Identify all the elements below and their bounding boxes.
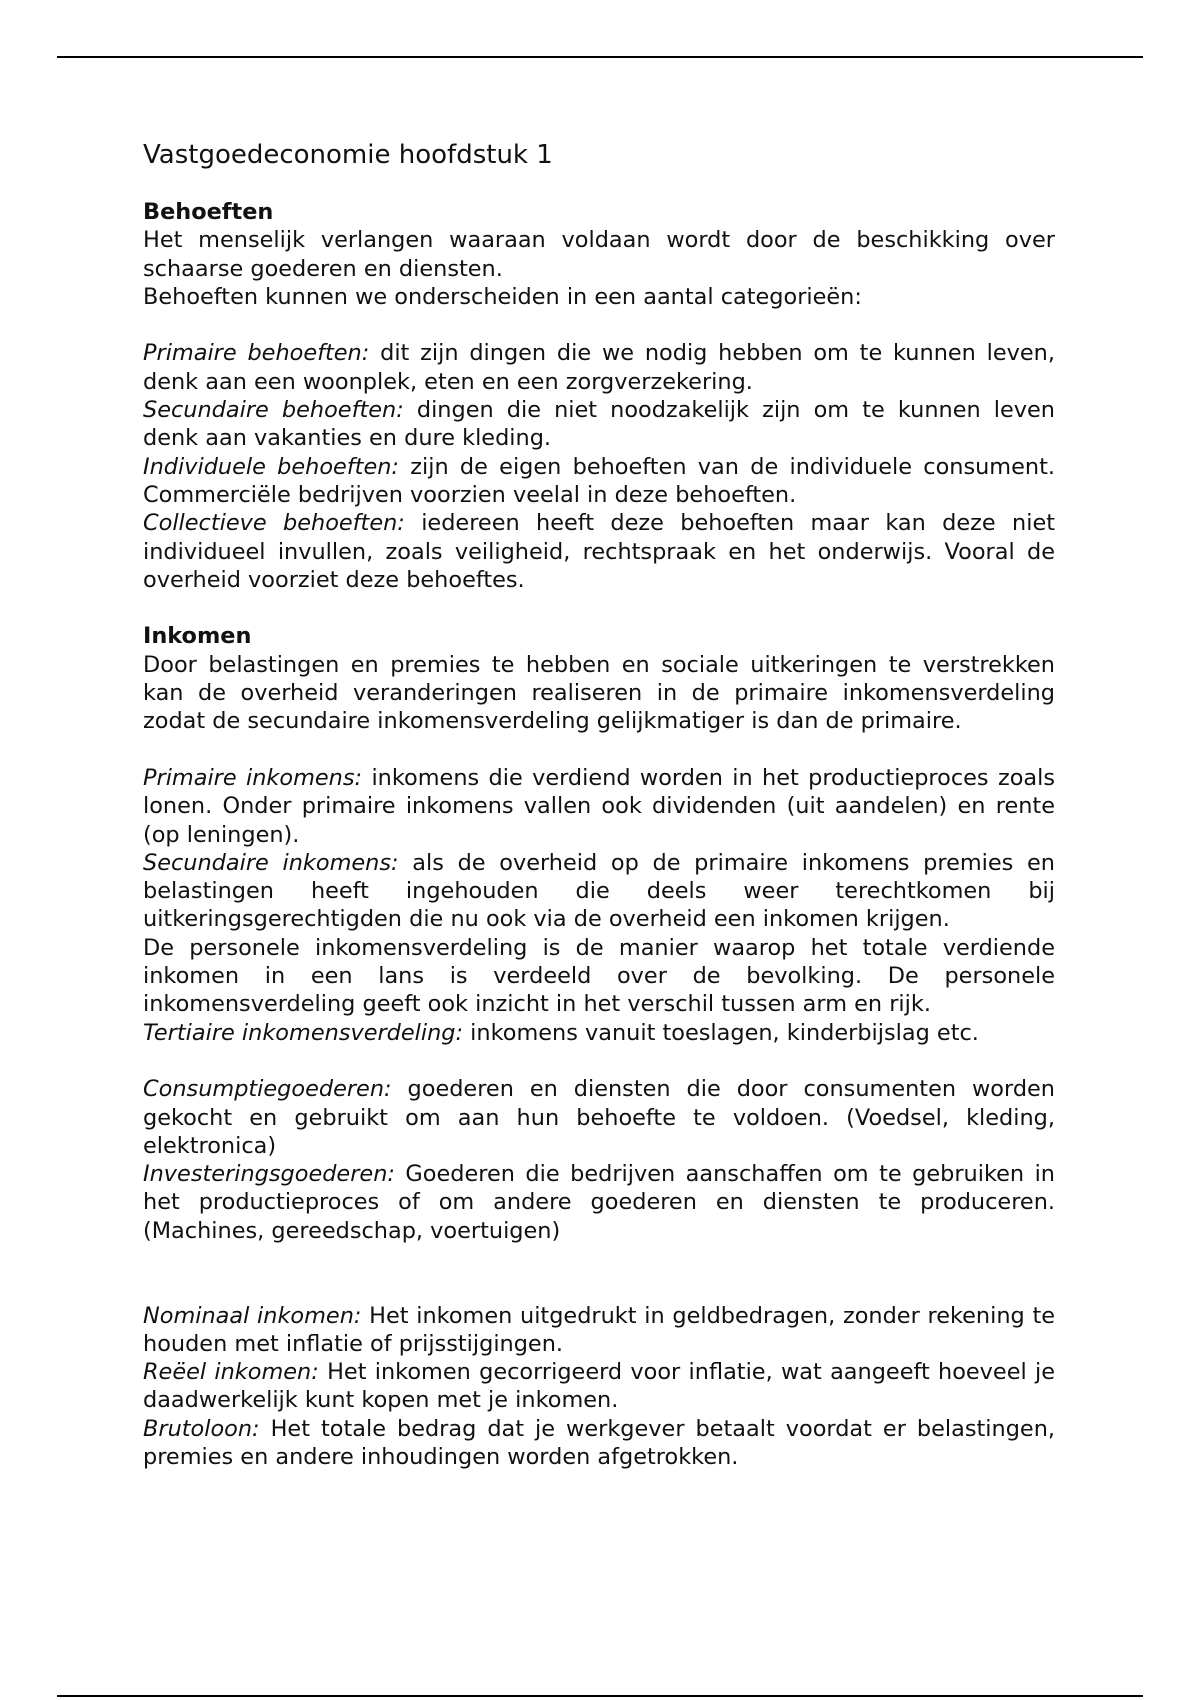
behoeften-item-individueel xyxy=(143,453,1055,510)
definition: inkomens die verdiend worden in het productieproces zoals lonen. Onder primaire inkomens vallen ook dividenden (uit aandelen) en rente (op leningen). xyxy=(143,764,1056,848)
inkomen-tertiair xyxy=(143,1019,1055,1047)
inkomen-primair xyxy=(143,764,1055,849)
behoeften-definition: Het menselijk verlangen waaraan voldaan wordt door de beschikking over schaarse goederen en diensten. xyxy=(143,227,1055,282)
term: Tertiaire inkomensverdeling: xyxy=(143,1019,464,1046)
inkomen-secundair xyxy=(143,849,1055,934)
term: Individuele behoeften: xyxy=(143,453,399,480)
behoeften-item-collectief xyxy=(143,509,1055,594)
loon-reeel xyxy=(143,1358,1055,1415)
loon-bruto xyxy=(143,1415,1055,1472)
inkomen-intro: Door belastingen en premies te hebben en sociale uitkeringen te verstrekken kan de overheid veranderingen realiseren in de primaire inkomensverdeling zodat de secundaire inkomensverdeling gelijkmatiger is dan de primaire. xyxy=(143,651,1055,735)
document-title: Vastgoedeconomie hoofdstuk 1 xyxy=(143,140,553,170)
definition: Het totale bedrag dat je werkgever betaalt voordat er belastingen, premies en andere inhoudingen worden afgetrokken. xyxy=(143,1415,1055,1471)
section-heading-inkomen: Inkomen xyxy=(143,623,252,650)
document-body xyxy=(143,140,1055,1471)
inkomen-personele-verdeling: De personele inkomensverdeling is de manier waarop het totale verdiende inkomen in een lans is verdeeld over de bevolking. De personele inkomensverdeling geeft ook inzicht in het verschil tussen arm en rijk. xyxy=(143,934,1055,1018)
definition: Het inkomen gecorrigeerd voor inflatie, wat aangeeft hoeveel je daadwerkelijk kunt kopen met je inkomen. xyxy=(143,1359,1055,1414)
behoeften-item-primair xyxy=(143,339,1055,396)
term: Primaire inkomens: xyxy=(143,764,363,791)
behoeften-intro: Behoeften kunnen we onderscheiden in een aantal categorieën: xyxy=(143,283,862,310)
term: Consumptiegoederen: xyxy=(143,1076,392,1103)
term: Reëel inkomen: xyxy=(143,1359,319,1386)
definition: dingen die niet noodzakelijk zijn om te kunnen leven denk aan vakanties en dure kleding. xyxy=(143,397,1055,452)
behoeften-item-secundair xyxy=(143,396,1055,453)
term: Investeringsgoederen: xyxy=(143,1161,395,1188)
term: Primaire behoeften: xyxy=(143,340,370,367)
definition: goederen en diensten die door consumenten worden gekocht en gebruikt om aan hun behoefte te voldoen. (Voedsel, kleding, elektronica) xyxy=(143,1076,1055,1159)
goederen-investering xyxy=(143,1160,1055,1245)
definition: iedereen heeft deze behoeften maar kan deze niet individueel invullen, zoals veiligheid, rechtspraak en het onderwijs. Vooral de overheid voorziet deze behoeftes. xyxy=(143,510,1055,593)
definition: inkomens vanuit toeslagen, kinderbijslag etc. xyxy=(463,1019,979,1046)
term: Collectieve behoeften: xyxy=(143,510,405,537)
term: Brutoloon: xyxy=(143,1415,260,1442)
term: Secundaire behoeften: xyxy=(143,397,404,424)
definition: als de overheid op de primaire inkomens premies en belastingen heeft ingehouden die deels weer terechtkomen bij uitkeringsgerechtigden die nu ook via de overheid een inkomen krijgen. xyxy=(143,849,1055,933)
footer-rule xyxy=(57,1695,1143,1697)
term: Nominaal inkomen: xyxy=(143,1302,362,1329)
definition: Het inkomen uitgedrukt in geldbedragen, zonder rekening te houden met inflatie of prijsstijgingen. xyxy=(143,1302,1055,1357)
section-heading-behoeften: Behoeften xyxy=(143,199,274,225)
goederen-consumptie xyxy=(143,1075,1055,1160)
loon-nominaal xyxy=(143,1302,1055,1359)
term: Secundaire inkomens: xyxy=(143,849,399,876)
definition: dit zijn dingen die we nodig hebben om te kunnen leven, denk aan een woonplek, eten en een zorgverzekering. xyxy=(143,340,1055,395)
definition: zijn de eigen behoeften van de individuele consument. Commerciële bedrijven voorzien veelal in deze behoeften. xyxy=(143,453,1055,508)
definition: Goederen die bedrijven aanschaffen om te gebruiken in het productieproces of om andere goederen en diensten te produceren. (Machines, gereedschap, voertuigen) xyxy=(143,1161,1055,1244)
header-rule xyxy=(57,56,1143,58)
